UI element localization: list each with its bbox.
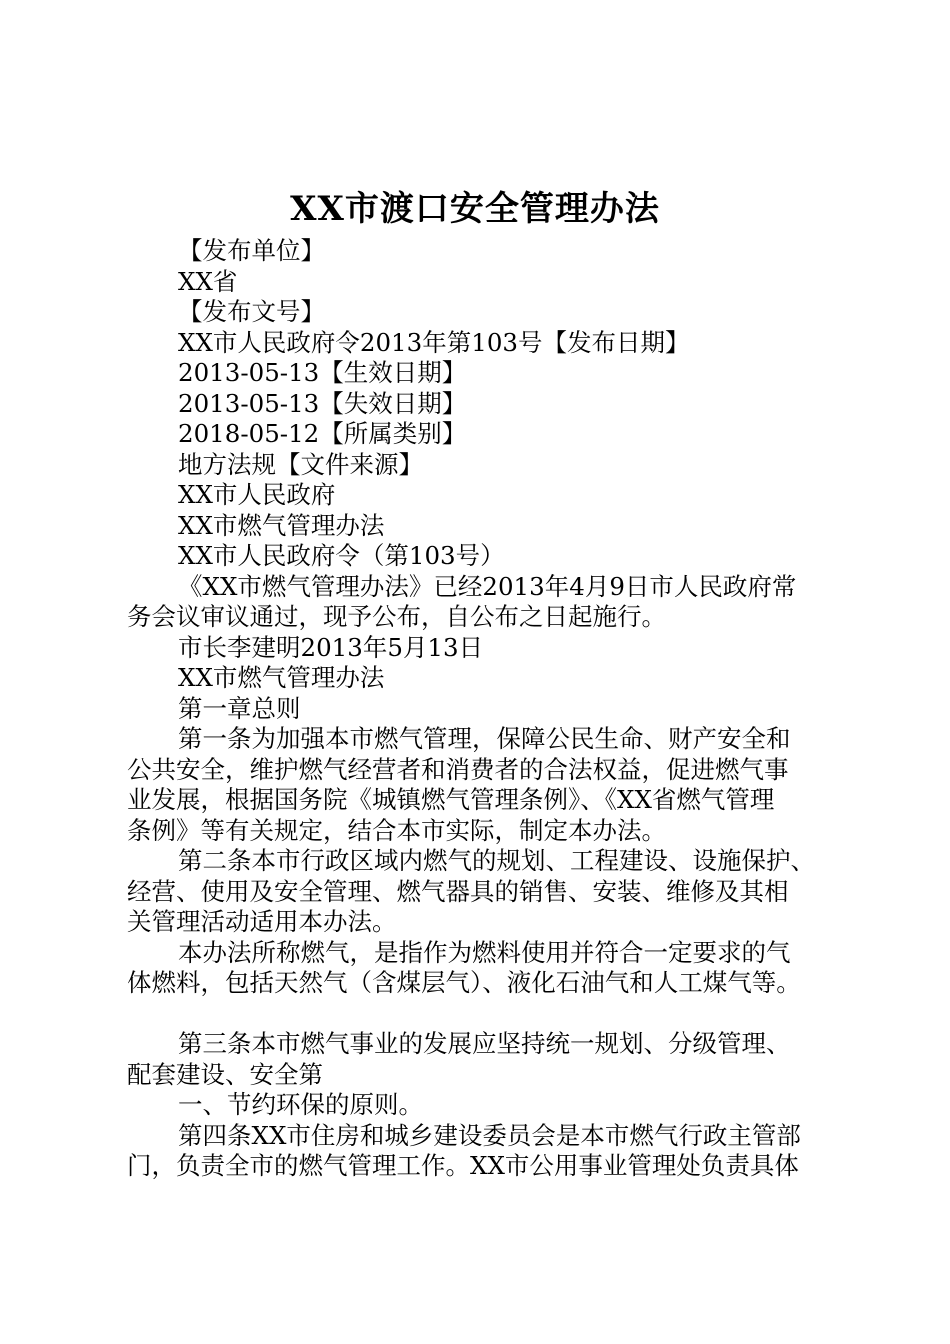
body-line: 市长李建明2013年5月13日 (178, 632, 484, 662)
article-line: 经营、使用及安全管理、燃气器具的销售、安装、维修及其相 (127, 876, 789, 906)
meta-label-doc-number: 【发布文号】 (178, 297, 325, 326)
meta-value-category: 地方法规【文件来源】 (178, 449, 423, 479)
meta-value-publish-date: 2013-05-13【生效日期】 (178, 358, 467, 387)
article-line: 关管理活动适用本办法。 (127, 907, 397, 936)
meta-value-source: XX市人民政府 (178, 480, 336, 509)
article-line: 第四条XX市住房和城乡建设委员会是本市燃气行政主管部 (178, 1120, 801, 1150)
blank-line (127, 999, 833, 1030)
chapter-heading: 第一章总则 (178, 693, 301, 723)
meta-value-effective-date: 2013-05-13【失效日期】 (178, 388, 467, 418)
article-line: 体燃料，包括天然气（含煤层气）、液化石油气和人工煤气等。 (127, 968, 801, 997)
article-line: 业发展，根据国务院《城镇燃气管理条例》、《XX省燃气管理 (127, 785, 775, 814)
meta-value-publisher: XX省 (178, 266, 238, 296)
body-line: XX市燃气管理办法 (178, 510, 385, 540)
article-line: 条例》等有关规定，结合本市实际，制定本办法。 (127, 815, 666, 845)
meta-label-publisher: 【发布单位】 (178, 236, 325, 265)
document-body (127, 236, 833, 1182)
body-line: 务会议审议通过，现予公布，自公布之日起施行。 (127, 602, 666, 631)
body-line: XX市燃气管理办法 (178, 663, 385, 692)
article-line: 第一条为加强本市燃气管理，保障公民生命、财产安全和 (178, 724, 791, 753)
article-line: 本办法所称燃气，是指作为燃料使用并符合一定要求的气 (178, 937, 791, 967)
meta-value-expiry-date: 2018-05-12【所属类别】 (178, 419, 467, 448)
document-title: XX市渡口安全管理办法 (290, 189, 660, 229)
article-line: 配套建设、安全第 (127, 1059, 323, 1089)
article-line: 第二条本市行政区域内燃气的规划、工程建设、设施保护、 (178, 846, 815, 875)
article-line: 一、节约环保的原则。 (178, 1090, 423, 1119)
body-line: XX市人民政府令（第103号） (178, 541, 505, 570)
article-line: 第三条本市燃气事业的发展应坚持统一规划、分级管理、 (178, 1029, 791, 1058)
body-line: 《XX市燃气管理办法》已经2013年4月9日市人民政府常 (178, 571, 797, 601)
article-line: 公共安全，维护燃气经营者和消费者的合法权益，促进燃气事 (127, 754, 789, 784)
meta-value-doc-number: XX市人民政府令2013年第103号【发布日期】 (178, 327, 690, 357)
article-line: 门，负责全市的燃气管理工作。XX市公用事业管理处负责具体 (127, 1151, 799, 1180)
